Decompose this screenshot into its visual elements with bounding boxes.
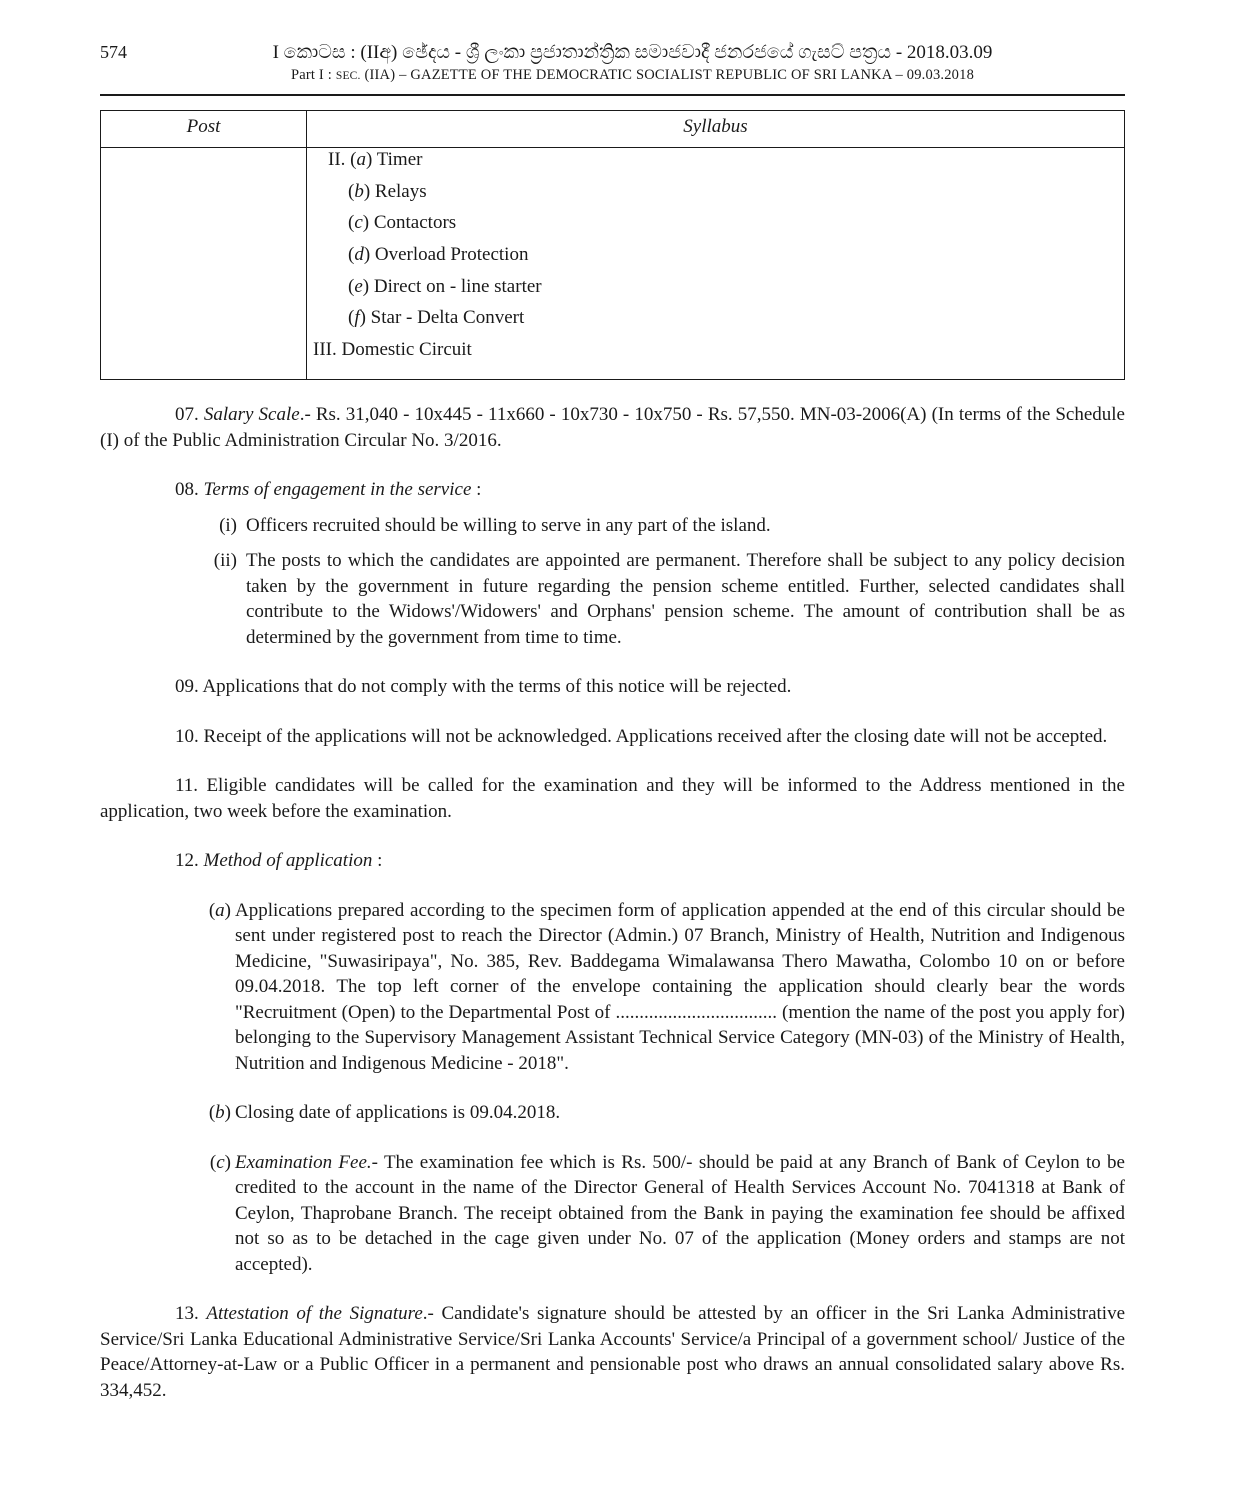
- column-header-syllabus: Syllabus: [683, 116, 748, 137]
- header-colon: :: [323, 67, 336, 83]
- section-11: 11. Eligible candidates will be called for the examination and they will be informed to the Address mentioned in the application, two week before the examination.: [100, 775, 1125, 822]
- section-12a: (a) Applications prepared according to the specimen form of application appended at the end of this circular should be sent under registered post to reach the Director (Admin.) 07 Branch, Ministry of Health, Nutrition and Indigenous Medicine, "Suwasiripaya", No. 385, Rev. Baddegama Wimalawansa Thero Mawatha, Colombo 10 on or before 09.04.2018. The top left corner of the envelope containing the application should clearly bear the words "Recruitment (Open) to the Departmental Post of .................................. (mention the name of the post you apply for) belonging to the Supervisory Management Assistant Technical Service Category (MN-03) of the Ministry of Health, Nutrition and Indigenous Medicine - 2018".: [208, 899, 1125, 1074]
- header-sinhala: I කොටස : (IIඅ) ඡේදය - ශ්‍රී ලංකා ප්‍රජාතාන්ත්‍රික සමාජවාදී ජනරජයේ ගැසට් පත්‍රය - 2018.03.09: [272, 42, 993, 63]
- column-divider: [306, 111, 307, 379]
- syllabus-item: (d) Overload Protection: [348, 244, 529, 265]
- syllabus-item: II. (a) Timer: [328, 149, 423, 170]
- syllabus-item: (c) Contactors: [348, 212, 457, 233]
- section-12c: (c) Examination Fee.- The examination fee which is Rs. 500/- should be paid at any Branch of Bank of Ceylon to be credited to the account in the name of the Director General of Health Services Account No. 7041318 at Bank of Ceylon, Thaprobane Branch. The receipt obtained from the Bank in paying the examination fee should be affixed not so as to be detached in the cage given under No. 07 of the application (Money orders and stamps are not accepted).: [209, 1151, 1125, 1275]
- syllabus-item: (e) Direct on - line starter: [348, 276, 542, 297]
- syllabus-table: [100, 110, 1125, 380]
- section-12-heading: 12. Method of application :: [175, 850, 383, 871]
- section-09: 09. Applications that do not comply with the terms of this notice will be rejected.: [175, 676, 792, 697]
- page-header: [100, 38, 1125, 94]
- gazette-page: [100, 38, 1126, 1401]
- header-sec: SEC.: [335, 70, 361, 82]
- header-part: Part I: [290, 67, 324, 83]
- section-10: 10. Receipt of the applications will not be acknowledged. Applications received after the closing date will not be accepted.: [175, 725, 1108, 747]
- page-number: 574: [100, 42, 127, 62]
- header-title: (IIA) – GAZETTE OF THE DEMOCRATIC SOCIALIST REPUBLIC OF SRI LANKA – 09.03.2018: [360, 67, 975, 83]
- header-rule: [100, 94, 1125, 96]
- column-header-post: Post: [186, 116, 221, 137]
- section-08-heading: 08. Terms of engagement in the service :: [175, 479, 482, 500]
- list-item: (i) Officers recruited should be willing to serve in any part of the island.: [219, 514, 771, 536]
- syllabus-item: (b) Relays: [348, 181, 427, 202]
- syllabus-item: III. Domestic Circuit: [313, 339, 472, 360]
- section-07-salary-scale: 07. Salary Scale.- Rs. 31,040 - 10x445 - 11x660 - 10x730 - 10x750 - Rs. 57,550. MN-03-2006(A) (In terms of the Schedule (I) of the Public Administration Circular No. 3/2016.: [100, 404, 1125, 451]
- list-item: (ii) The posts to which the candidates are appointed are permanent. Therefore shall be subject to any policy decision taken by the government in future regarding the pension scheme entitled. Further, selected candidates shall contribute to the Widows'/Widowers' and Orphans' pension scheme. The amount of contribution shall be as determined by the government from time to time.: [213, 550, 1125, 648]
- syllabus-item: (f) Star - Delta Convert: [348, 307, 525, 328]
- body-text: [100, 402, 1125, 1403]
- section-12b: (b) Closing date of applications is 09.04.2018.: [208, 1102, 561, 1123]
- table-header-row: [101, 111, 1124, 148]
- section-13-attestation: 13. Attestation of the Signature.- Candidate's signature should be attested by an officer in the Sri Lanka Administrative Service/Sri Lanka Educational Administrative Service/Sri Lanka Accounts' Service/a Principal of a government school/ Justice of the Peace/Attorney-at-Law or a Public Officer in a permanent and pensionable post who draws an annual consolidated salary above Rs. 334,452.: [100, 1303, 1126, 1401]
- header-english: [100, 67, 1125, 84]
